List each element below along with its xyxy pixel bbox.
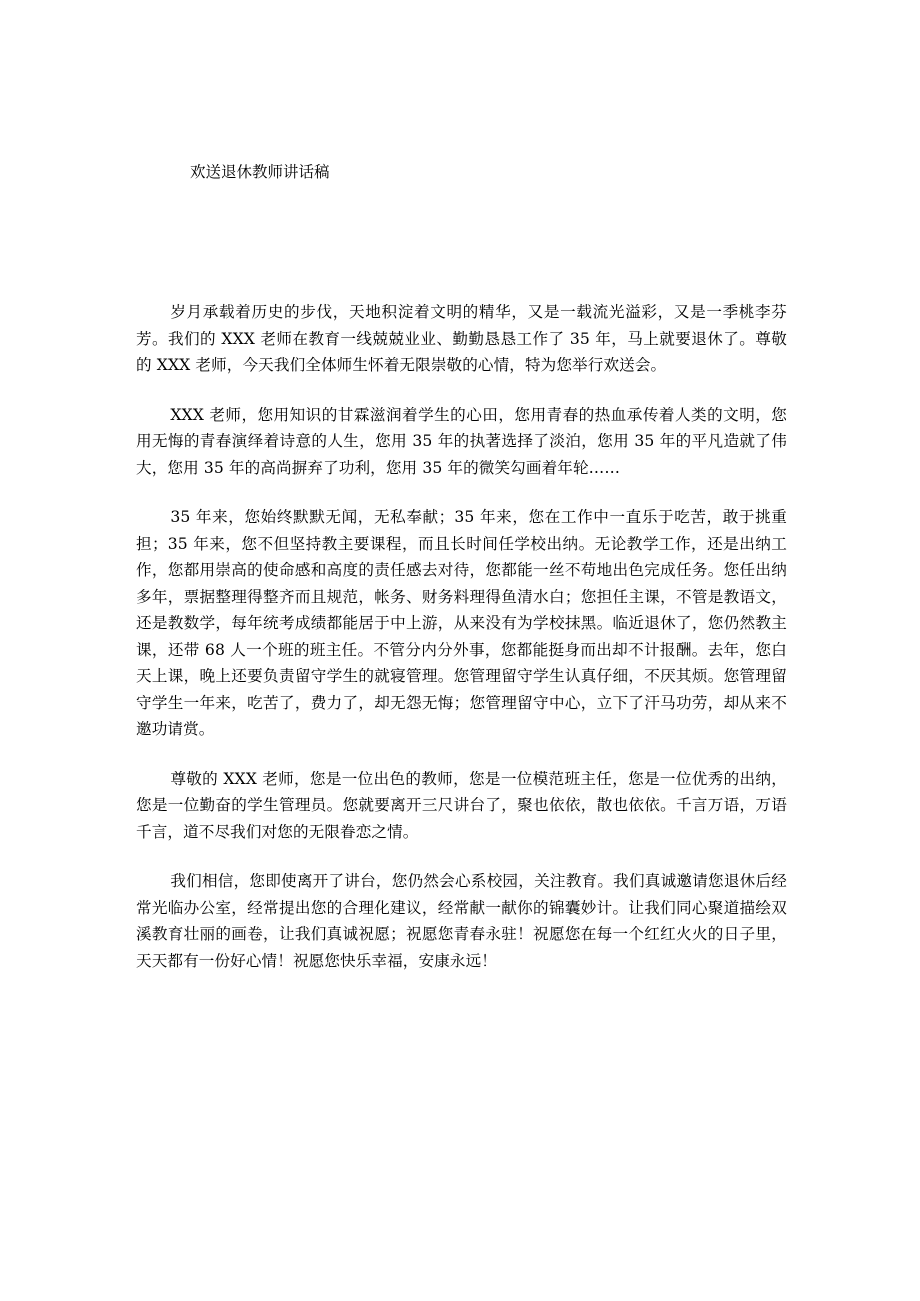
document-title: 欢送退休教师讲话稿 — [190, 163, 330, 181]
paragraph-achievements: 35 年来，您始终默默无闻，无私奉献；35 年来，您在工作中一直乐于吃苦，敢于挑重担；35 年来，您不但坚持教主要课程，而且长时间任学校出纳。无论教学工作，还是出纳工作，您都用崇高的使命感和高度的责任感去对待，您都能一丝不苟地出色完成任务。您任出纳多年，票据整理得整齐而且规范，帐务、财务料理得鱼清水白；您担任主课，不管是教语文，还是教数学，每年统考成绩都能居于中上游，从来没有为学校抹黑。临近退休了，您仍然教主课，还带 68 人一个班的班主任。不管分内分外事，您都能挺身而出却不计报酬。去年，您白天上课，晚上还要负责留守学生的就寝管理。您管理留守学生认真仔细，不厌其烦。您管理留守学生一年来，吃苦了，费力了，却无怨无悔；您管理留守中心，立下了汗马功劳，却从来不邀功请赏。 — [136, 508, 787, 738]
paragraph-farewell: 尊敬的 XXX 老师，您是一位出色的教师，您是一位模范班主任，您是一位优秀的出纳，您是一位勤奋的学生管理员。您就要离开三尺讲台了，聚也依依，散也依依。千言万语，万语千言，道不尽我们对您的无限眷恋之情。 — [136, 769, 787, 841]
paragraph-wishes: 我们相信，您即使离开了讲台，您仍然会心系校园，关注教育。我们真诚邀请您退休后经常光临办公室，经常提出您的合理化建议，经常献一献你的锦囊妙计。让我们同心聚道描绘双溪教育壮丽的画卷，让我们真诚祝愿；祝愿您青春永驻！祝愿您在每一个红红火火的日子里，天天都有一份好心情！祝愿您快乐幸福，安康永远！ — [136, 872, 787, 970]
document-body — [136, 299, 787, 997]
paragraph-opening: 岁月承载着历史的步伐，天地积淀着文明的精华，又是一载流光溢彩，又是一季桃李芬芳。我们的 XXX 老师在教育一线兢兢业业、勤勤恳恳工作了 35 年，马上就要退休了。尊敬的 XXX 老师，今天我们全体师生怀着无限崇敬的心情，特为您举行欢送会。 — [136, 303, 787, 374]
paragraph-tribute: XXX 老师，您用知识的甘霖滋润着学生的心田，您用青春的热血承传着人类的文明，您用无悔的青春演绎着诗意的人生，您用 35 年的执著选择了淡泊，您用 35 年的平凡造就了伟大，您用 35 年的高尚摒弃了功利，您用 35 年的微笑勾画着年轮…… — [136, 405, 787, 477]
